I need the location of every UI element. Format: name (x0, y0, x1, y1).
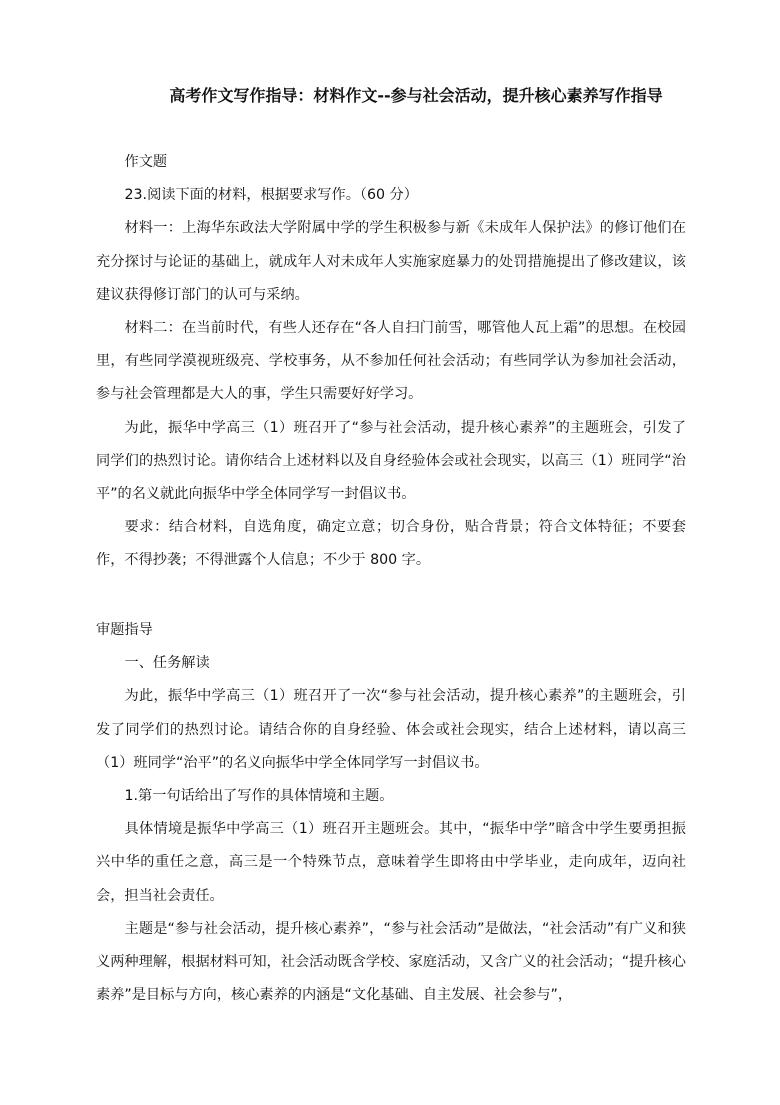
point-one-paragraph: 1.第一句话给出了写作的具体情境和主题。 (124, 788, 394, 805)
subheading-task-analysis: 一、任务解读 (124, 655, 210, 672)
material-one-paragraph: 材料一：上海华东政法大学附属中学的学生积极参与新《未成年人保护法》的修订他们在充分探讨与论证的基础上，就成年人对未成年人实施家庭暴力的处罚措施提出了修改建议，该建议获得修订部门的认可与采纳。 (96, 220, 686, 303)
section-essay-question (96, 146, 686, 578)
section-heading-guidance: 审题指导 (96, 622, 153, 638)
question-instruction: 23.阅读下面的材料，根据要求写作。（60 分） (124, 187, 418, 204)
task-restatement-paragraph: 为此，振华中学高三（1）班召开了一次“参与社会活动，提升核心素养”的主题班会，引发了同学们的热烈讨论。请结合你的自身经验、体会或社会现实，结合上述材料，请以高三（1）班同学“治平”的名义向振华中学全体同学写一封倡议书。 (96, 688, 686, 771)
requirements-paragraph: 要求：结合材料，自选角度，确定立意；切合身份，贴合背景；符合文体特征；不要套作，不得抄袭；不得泄露个人信息；不少于 800 字。 (96, 519, 686, 569)
section-guidance (96, 614, 686, 1012)
section-heading-essay-question: 作文题 (124, 154, 168, 170)
document-title: 高考作文写作指导：材料作文--参与社会活动，提升核心素养写作指导 (169, 86, 663, 105)
task-paragraph: 为此，振华中学高三（1）班召开了“参与社会活动，提升核心素养”的主题班会，引发了同学们的热烈讨论。请你结合上述材料以及自身经验体会或社会现实，以高三（1）班同学“治平”的名义就此向振华中学全体同学写一封倡议书。 (96, 419, 686, 503)
material-two-paragraph: 材料二：在当前时代，有些人还存在“各人自扫门前雪，哪管他人瓦上霜”的思想。在校园里，有些同学漠视班级亮、学校事务，从不参加任何社会活动；有些同学认为参加社会活动，参与社会管理都是大人的事，学生只需要好好学习。 (96, 320, 686, 403)
context-explanation-paragraph: 具体情境是振华中学高三（1）班召开主题班会。其中，“振华中学”暗含中学生要勇担振兴中华的重任之意，高三是一个特殊节点，意味着学生即将由中学毕业，走向成年，迈向社会，担当社会责任。 (96, 821, 686, 904)
theme-explanation-paragraph: 主题是“参与社会活动，提升核心素养”，“参与社会活动”是做法，“社会活动”有广义和狭义两种理解，根据材料可知，社会活动既含学校、家庭活动，又含广义的社会活动；“提升核心素养”是目标与方向，核心素养的内涵是“文化基础、自主发展、社会参与”， (96, 920, 686, 1004)
